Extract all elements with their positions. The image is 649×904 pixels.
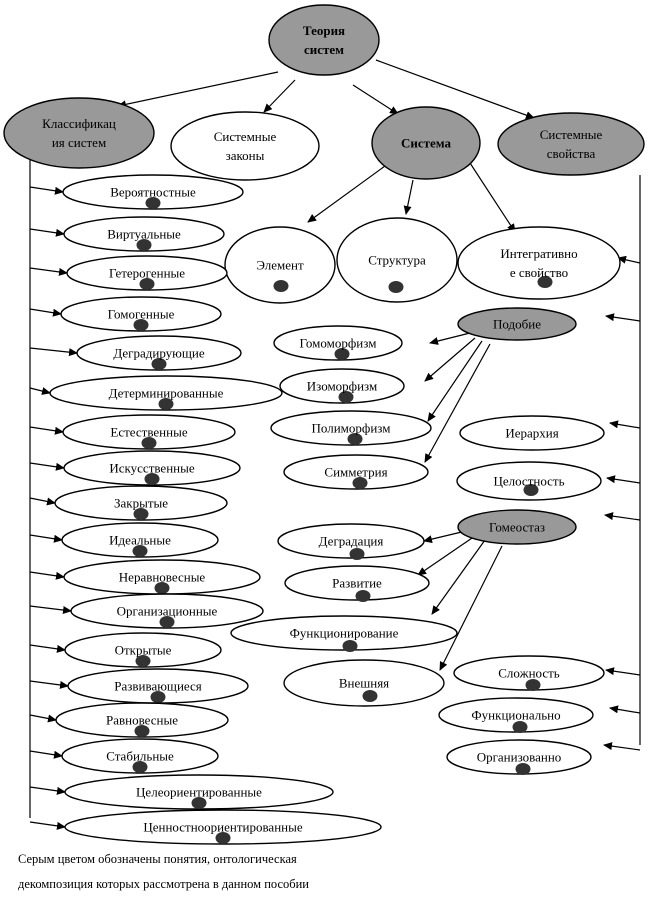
- edge-root-classification: [118, 72, 278, 106]
- node-class-5: [77, 336, 241, 370]
- node-classification: [4, 98, 154, 168]
- node-class-5-label: Деградирующие: [113, 345, 205, 361]
- edge-system-element: [308, 166, 385, 222]
- node-class-9: [55, 486, 227, 520]
- node-system-properties-shape: [498, 113, 644, 175]
- node-system-label: Система: [400, 135, 452, 151]
- node-class-4: [61, 297, 221, 331]
- node-classification-label: ия систем: [51, 135, 107, 150]
- node-similarity-1-label: Гомоморфизм: [299, 335, 377, 351]
- edge-properties-item-5: [605, 515, 640, 520]
- node-classification-shape: [4, 98, 154, 168]
- edge-classification-item-8: [30, 463, 64, 468]
- marker-dot-icon: [343, 640, 358, 652]
- edge-properties-item-4: [607, 478, 640, 483]
- node-similarity-4-label: Симметрия: [324, 464, 388, 480]
- edge-classification-item-10: [30, 535, 62, 540]
- node-homeostasis-2: [285, 566, 429, 602]
- edge-properties-item-7: [610, 708, 640, 713]
- node-classification-label: Классификац: [42, 116, 116, 131]
- node-system-properties: [498, 113, 644, 175]
- node-class-16-label: Стабильные: [106, 748, 174, 764]
- edge-classification-item-18: [30, 822, 65, 827]
- node-system-laws-label: Системные: [213, 129, 277, 144]
- node-similarity: [458, 308, 576, 340]
- marker-dot-icon: [350, 548, 365, 560]
- node-integrity: [457, 462, 601, 500]
- node-integrative-property-shape: [458, 227, 620, 299]
- node-right-property-3: [447, 740, 591, 775]
- edge-classification-item-11: [30, 572, 64, 577]
- node-class-1: [63, 175, 243, 209]
- node-system: [372, 107, 480, 179]
- node-class-8: [64, 451, 240, 485]
- node-system-laws-label: законы: [225, 148, 265, 163]
- edge-system-structure: [406, 180, 413, 214]
- edge-root-system: [353, 85, 398, 114]
- edge-classification-item-16: [30, 751, 62, 756]
- node-class-7: [63, 415, 235, 449]
- node-structure: [337, 218, 457, 302]
- node-integrity-label: Целостность: [493, 473, 565, 489]
- node-right-property-2-label: Функционально: [471, 707, 561, 723]
- node-class-11: [64, 560, 260, 594]
- marker-dot-icon: [363, 690, 378, 702]
- node-similarity-2-label: Изоморфизм: [306, 378, 378, 394]
- node-homeostasis-label: Гомеостаз: [489, 519, 545, 535]
- node-class-10: [62, 523, 218, 557]
- node-right-property-2: [439, 698, 593, 733]
- node-class-6: [50, 376, 282, 410]
- edge-classification-item-13: [30, 645, 65, 650]
- node-similarity-3-label: Полиморфизм: [311, 420, 391, 436]
- edge-classification-item-14: [30, 681, 68, 686]
- edge-homeostasis-external: [440, 546, 502, 670]
- edge-homeostasis-development: [418, 536, 475, 575]
- node-right-property-1: [454, 656, 604, 691]
- marker-dot-icon: [526, 679, 541, 691]
- edge-similarity-isomorphism: [425, 338, 475, 381]
- node-element-label: Элемент: [256, 257, 304, 273]
- edge-classification-item-9: [30, 498, 55, 503]
- node-class-2: [64, 217, 224, 251]
- edge-properties-item-8: [604, 745, 640, 750]
- node-root-label: Теория: [302, 23, 346, 38]
- node-class-9-label: Закрытые: [113, 495, 169, 511]
- edge-root-laws: [264, 80, 295, 112]
- node-hierarchy: [460, 416, 604, 450]
- edge-classification-item-5: [30, 348, 77, 353]
- node-class-16: [62, 739, 218, 773]
- node-class-8-label: Искусственные: [109, 460, 195, 476]
- node-system-properties-label: Системные: [539, 127, 603, 142]
- node-similarity-1: [274, 326, 402, 360]
- node-homeostasis-4-label: Внешняя: [338, 675, 390, 691]
- concept-nodes: [4, 5, 644, 844]
- node-root-shape: [269, 5, 379, 75]
- edge-classification-item-3: [30, 268, 67, 273]
- edge-similarity-polymorphism: [428, 341, 482, 421]
- node-similarity-4: [284, 455, 428, 489]
- node-class-3-label: Гетерогенные: [108, 265, 186, 281]
- node-homeostasis: [458, 510, 576, 544]
- edge-classification-item-7: [30, 427, 63, 432]
- edge-classification-item-6: [30, 388, 50, 393]
- node-class-17-label: Целеориентированные: [136, 784, 262, 800]
- node-homeostasis-1: [278, 524, 424, 560]
- node-class-2-label: Виртуальные: [107, 226, 181, 242]
- edge-classification-item-17: [30, 787, 65, 792]
- node-system-properties-label: свойства: [546, 146, 596, 161]
- edge-classification-item-12: [30, 606, 71, 611]
- node-integrative-property: [458, 227, 620, 299]
- edge-root-properties: [376, 60, 534, 118]
- node-root: [269, 5, 379, 75]
- marker-dot-icon: [274, 280, 289, 292]
- node-class-14-label: Развивающиеся: [114, 678, 202, 694]
- marker-dot-icon: [389, 281, 404, 293]
- node-class-3: [67, 256, 227, 290]
- node-homeostasis-3-label: Функционирование: [289, 625, 399, 641]
- node-class-10-label: Идеальные: [109, 532, 171, 548]
- node-class-13: [65, 633, 221, 667]
- node-root-label: систем: [303, 42, 345, 57]
- node-right-property-1-label: Сложность: [498, 665, 560, 681]
- edge-properties-item-6: [606, 670, 640, 675]
- node-hierarchy-label: Иерархия: [505, 425, 559, 441]
- edge-system-integrative: [470, 163, 515, 232]
- node-class-14: [68, 669, 248, 703]
- caption-line-1: Серым цветом обозначены понятия, онтологическая: [18, 852, 297, 866]
- caption-line-2: декомпозиция которых рассмотрена в данном пособии: [18, 877, 309, 891]
- marker-dot-icon: [516, 763, 531, 775]
- node-class-11-label: Неравновесные: [118, 569, 206, 585]
- node-class-18: [65, 810, 381, 844]
- node-system-laws: [171, 112, 319, 180]
- node-right-property-3-label: Организованно: [476, 749, 562, 765]
- edge-classification-item-1: [30, 187, 63, 192]
- edge-classification-item-2: [30, 229, 64, 234]
- node-class-12: [71, 594, 263, 628]
- edge-properties-item-1: [618, 258, 640, 263]
- node-class-13-label: Открытые: [114, 642, 172, 658]
- edge-similarity-homomorphism: [430, 333, 470, 343]
- node-homeostasis-4: [284, 660, 444, 706]
- node-class-17: [65, 775, 333, 809]
- node-similarity-label: Подобие: [493, 316, 541, 332]
- edge-homeostasis-functioning: [432, 540, 485, 614]
- node-homeostasis-3: [231, 616, 457, 652]
- edge-classification-item-15: [30, 715, 56, 720]
- node-class-6-label: Детерминированные: [108, 385, 224, 401]
- node-class-12-label: Организационные: [116, 603, 218, 619]
- edge-classification-item-4: [30, 309, 61, 314]
- node-element: [225, 227, 335, 303]
- edge-properties-item-2: [606, 316, 640, 321]
- node-class-7-label: Естественные: [110, 424, 188, 440]
- edge-properties-item-3: [610, 423, 640, 428]
- node-class-1-label: Вероятностные: [110, 184, 196, 200]
- node-similarity-3: [271, 411, 431, 445]
- node-structure-label: Структура: [368, 252, 426, 268]
- node-class-4-label: Гомогенные: [107, 306, 175, 322]
- node-class-15: [56, 703, 228, 737]
- node-class-18-label: Ценностноориентированные: [143, 819, 303, 835]
- node-integrative-property-label: Интегративно: [500, 246, 578, 261]
- marker-dot-icon: [356, 590, 371, 602]
- node-homeostasis-2-label: Развитие: [332, 575, 382, 591]
- node-class-15-label: Равновесные: [106, 712, 178, 728]
- node-similarity-2: [280, 369, 404, 403]
- marker-dot-icon: [513, 721, 528, 733]
- node-homeostasis-1-label: Деградация: [318, 533, 384, 549]
- node-system-laws-shape: [171, 112, 319, 180]
- node-integrative-property-label: е свойство: [509, 265, 569, 280]
